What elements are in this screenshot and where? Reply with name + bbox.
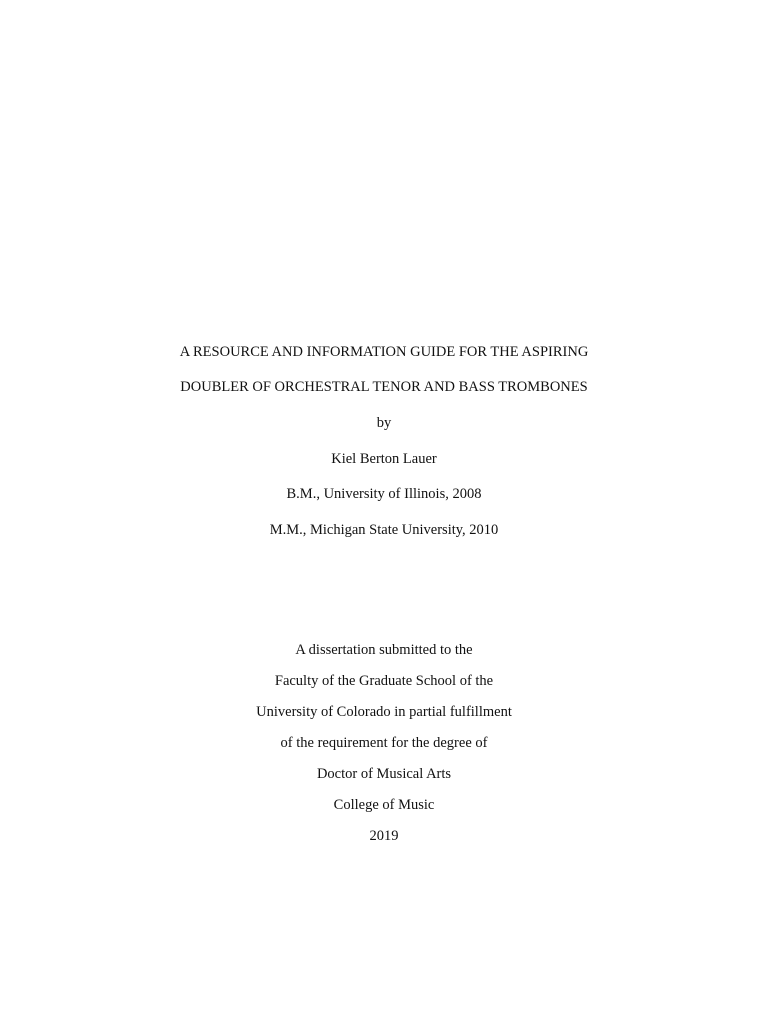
college-name: College of Music	[333, 797, 435, 813]
submission-year: 2019	[369, 828, 399, 844]
degree-name: Doctor of Musical Arts	[316, 766, 452, 782]
degree-mm: M.M., Michigan State University, 2010	[269, 522, 499, 538]
submission-line-2: Faculty of the Graduate School of the	[274, 673, 494, 689]
author-name: Kiel Berton Lauer	[331, 451, 437, 467]
submission-line-1: A dissertation submitted to the	[295, 642, 473, 658]
degree-bm: B.M., University of Illinois, 2008	[286, 486, 482, 502]
submission-line-4: of the requirement for the degree of	[280, 735, 488, 751]
title-line-1: A RESOURCE AND INFORMATION GUIDE FOR THE ASPIRING	[179, 344, 589, 360]
submission-line-3: University of Colorado in partial fulfillment	[256, 704, 512, 720]
title-line-2: DOUBLER OF ORCHESTRAL TENOR AND BASS TROMBONES	[180, 379, 588, 395]
byline: by	[376, 415, 392, 431]
